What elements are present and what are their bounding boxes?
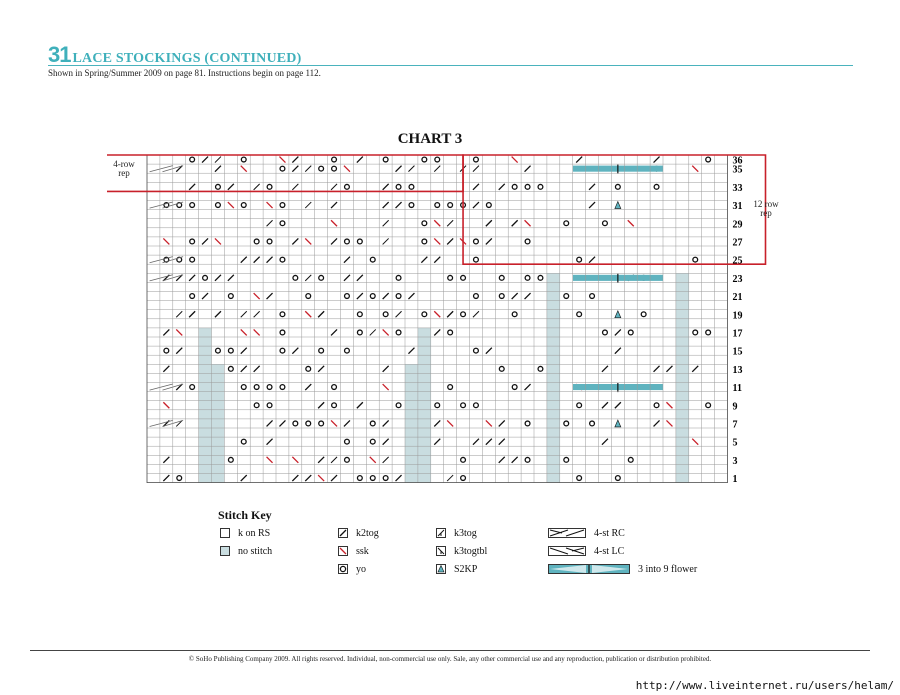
row-number: 29 bbox=[732, 219, 743, 231]
no-stitch-column bbox=[199, 328, 212, 483]
s2kp-icon bbox=[436, 564, 446, 574]
no-stitch-column bbox=[547, 273, 560, 482]
row-number: 23 bbox=[732, 273, 743, 285]
no-stitch-column bbox=[405, 364, 418, 482]
footer-rule bbox=[30, 650, 870, 651]
twelve-row-rep-label-line1: 12 row bbox=[753, 199, 779, 209]
twelve-row-rep-label bbox=[746, 200, 786, 218]
stitch-key bbox=[218, 508, 778, 588]
key-label: yo bbox=[356, 564, 366, 575]
four-row-rep-label-line2: rep bbox=[118, 168, 130, 178]
row-number: 19 bbox=[732, 310, 743, 322]
row-number: 7 bbox=[732, 419, 738, 431]
cable-rc-icon bbox=[548, 528, 586, 538]
page-subtitle: Shown in Spring/Summer 2009 on page 81. Instructions begin on page 112. bbox=[48, 68, 321, 78]
page-title: LACE STOCKINGS (CONTINUED) bbox=[72, 51, 302, 66]
key-label: k3tog bbox=[454, 528, 477, 539]
ssk-icon bbox=[338, 546, 348, 556]
cable-lc-icon bbox=[548, 546, 586, 556]
four-row-rep-label bbox=[108, 160, 140, 178]
chart-title: CHART 3 bbox=[397, 131, 463, 147]
key-label: ssk bbox=[356, 546, 369, 557]
key-label: k on RS bbox=[238, 528, 271, 539]
source-url: http://www.liveinternet.ru/users/helam/ bbox=[635, 679, 894, 692]
row-number: 3 bbox=[732, 455, 738, 467]
k-on-rs-icon bbox=[220, 528, 230, 538]
four-row-rep-label-line1: 4-row bbox=[113, 159, 135, 169]
no-stitch-column bbox=[212, 364, 225, 482]
no-stitch-icon bbox=[220, 546, 230, 556]
row-number: 31 bbox=[732, 201, 743, 213]
row-number: 15 bbox=[732, 346, 743, 358]
row-number: 1 bbox=[732, 474, 738, 486]
key-label: 3 into 9 flower bbox=[638, 564, 698, 575]
row-number: 33 bbox=[732, 182, 743, 194]
key-label: k2tog bbox=[356, 528, 379, 539]
k2tog-icon bbox=[338, 528, 348, 538]
row-number: 27 bbox=[732, 237, 743, 249]
row-number: 5 bbox=[732, 437, 738, 449]
stitch-key-title: Stitch Key bbox=[218, 508, 272, 522]
key-label: k3togtbl bbox=[454, 546, 488, 557]
key-label: S2KP bbox=[454, 564, 478, 575]
row-number: 11 bbox=[732, 383, 742, 395]
row-number: 9 bbox=[732, 401, 738, 413]
twelve-row-rep-label-line2: rep bbox=[760, 208, 772, 218]
key-label: 4-st RC bbox=[594, 528, 625, 539]
row-number: 21 bbox=[732, 292, 743, 304]
key-label: no stitch bbox=[238, 546, 273, 557]
page-number: 31 bbox=[48, 42, 71, 67]
k3togtbl-icon bbox=[436, 546, 446, 556]
row-number: 35 bbox=[732, 164, 743, 176]
k3tog-icon bbox=[436, 528, 446, 538]
yo-icon bbox=[338, 564, 348, 574]
flower-icon bbox=[548, 564, 630, 574]
row-number: 13 bbox=[732, 364, 743, 376]
row-number: 17 bbox=[732, 328, 743, 340]
row-number: 36 bbox=[732, 155, 743, 167]
row-number: 25 bbox=[732, 255, 743, 267]
no-stitch-column bbox=[418, 328, 431, 483]
key-label: 4-st LC bbox=[594, 546, 625, 557]
no-stitch-column bbox=[676, 273, 689, 482]
copyright-footer: © SoHo Publishing Company 2009. All rights reserved. Individual, non-commercial use only. Sale, any other commercial use and any reproduction, publication or distribution prohibited. bbox=[188, 655, 712, 663]
